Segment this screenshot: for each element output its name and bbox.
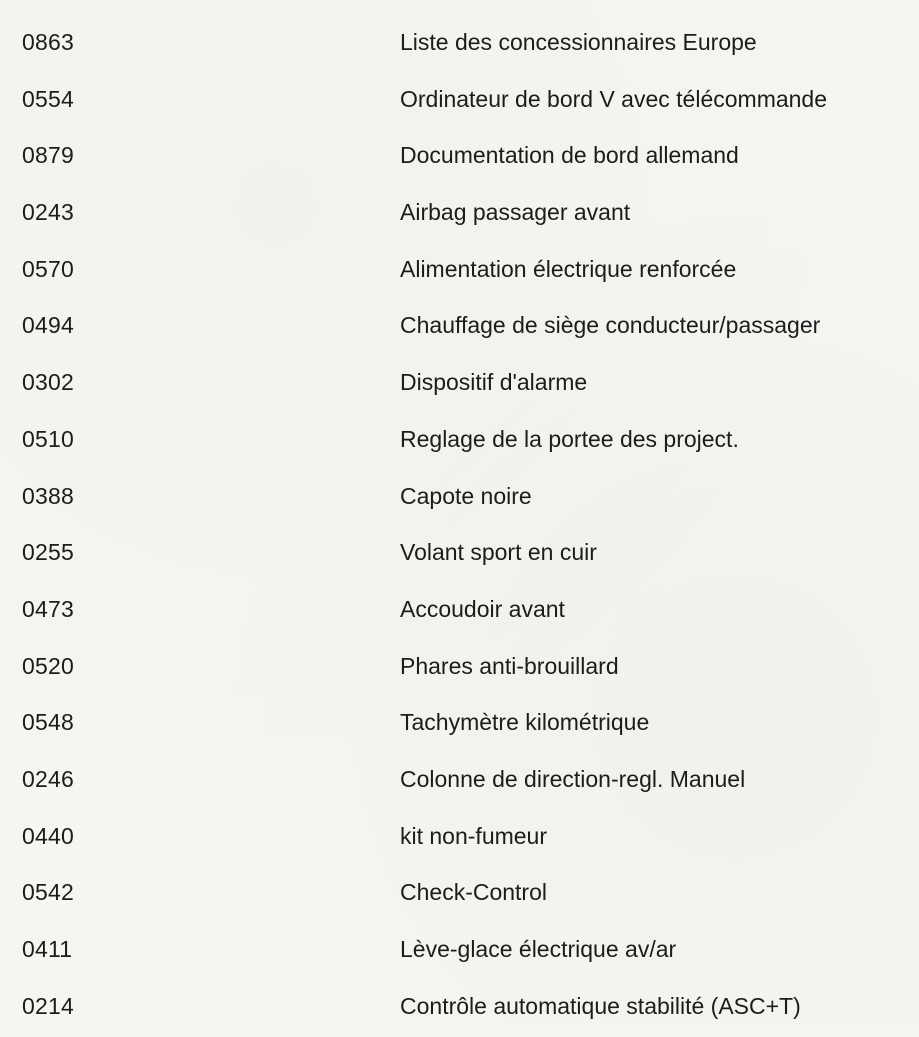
option-label: Colonne de direction-regl. Manuel <box>400 765 746 792</box>
option-row <box>0 641 919 698</box>
option-label: Volant sport en cuir <box>400 539 597 566</box>
option-row <box>0 74 919 131</box>
option-row <box>0 924 919 981</box>
option-code: 0542 <box>22 879 74 906</box>
option-row <box>0 471 919 528</box>
option-label: Alimentation électrique renforcée <box>400 255 737 282</box>
option-code: 0554 <box>22 85 74 112</box>
option-label: Ordinateur de bord V avec télécommande <box>400 85 828 112</box>
option-code: 0494 <box>22 312 74 339</box>
option-row <box>0 130 919 187</box>
option-row <box>0 187 919 244</box>
option-label: Liste des concessionnaires Europe <box>400 29 757 55</box>
option-code: 0473 <box>22 595 74 622</box>
option-row <box>0 244 919 301</box>
option-row <box>0 584 919 641</box>
option-label: kit non-fumeur <box>400 822 548 849</box>
option-code: 0255 <box>22 539 74 566</box>
option-code: 0214 <box>22 992 74 1019</box>
option-row <box>0 697 919 754</box>
option-code: 0243 <box>22 199 74 226</box>
option-row <box>0 17 919 74</box>
option-row <box>0 357 919 414</box>
option-row <box>0 754 919 811</box>
option-label: Reglage de la portee des project. <box>400 425 739 452</box>
option-row <box>0 811 919 868</box>
option-code: 0302 <box>22 369 74 396</box>
option-label: Phares anti-brouillard <box>400 652 619 679</box>
option-row <box>0 867 919 924</box>
option-code: 0548 <box>22 709 74 736</box>
option-label: Documentation de bord allemand <box>400 142 739 169</box>
option-code: 0440 <box>22 822 74 849</box>
option-label: Capote noire <box>400 482 532 509</box>
option-code: 0411 <box>22 936 73 962</box>
option-row <box>0 300 919 357</box>
option-code: 0570 <box>22 255 74 282</box>
option-row <box>0 414 919 471</box>
option-code: 0246 <box>22 765 74 792</box>
option-code: 0520 <box>22 652 74 679</box>
option-code: 0388 <box>22 482 74 509</box>
option-label: Dispositif d'alarme <box>400 369 588 396</box>
option-code: 0510 <box>22 425 74 452</box>
option-label: Chauffage de siège conducteur/passager <box>400 312 821 339</box>
option-row <box>0 981 919 1037</box>
option-code: 0863 <box>22 29 74 55</box>
options-list <box>0 17 919 1037</box>
option-code: 0879 <box>22 142 74 169</box>
option-label: Accoudoir avant <box>400 595 565 622</box>
option-label: Lève-glace électrique av/ar <box>400 936 677 962</box>
option-label: Airbag passager avant <box>400 199 631 226</box>
option-label: Check-Control <box>400 879 547 906</box>
option-label: Tachymètre kilométrique <box>400 709 650 736</box>
option-label: Contrôle automatique stabilité (ASC+T) <box>400 992 801 1019</box>
option-row <box>0 527 919 584</box>
